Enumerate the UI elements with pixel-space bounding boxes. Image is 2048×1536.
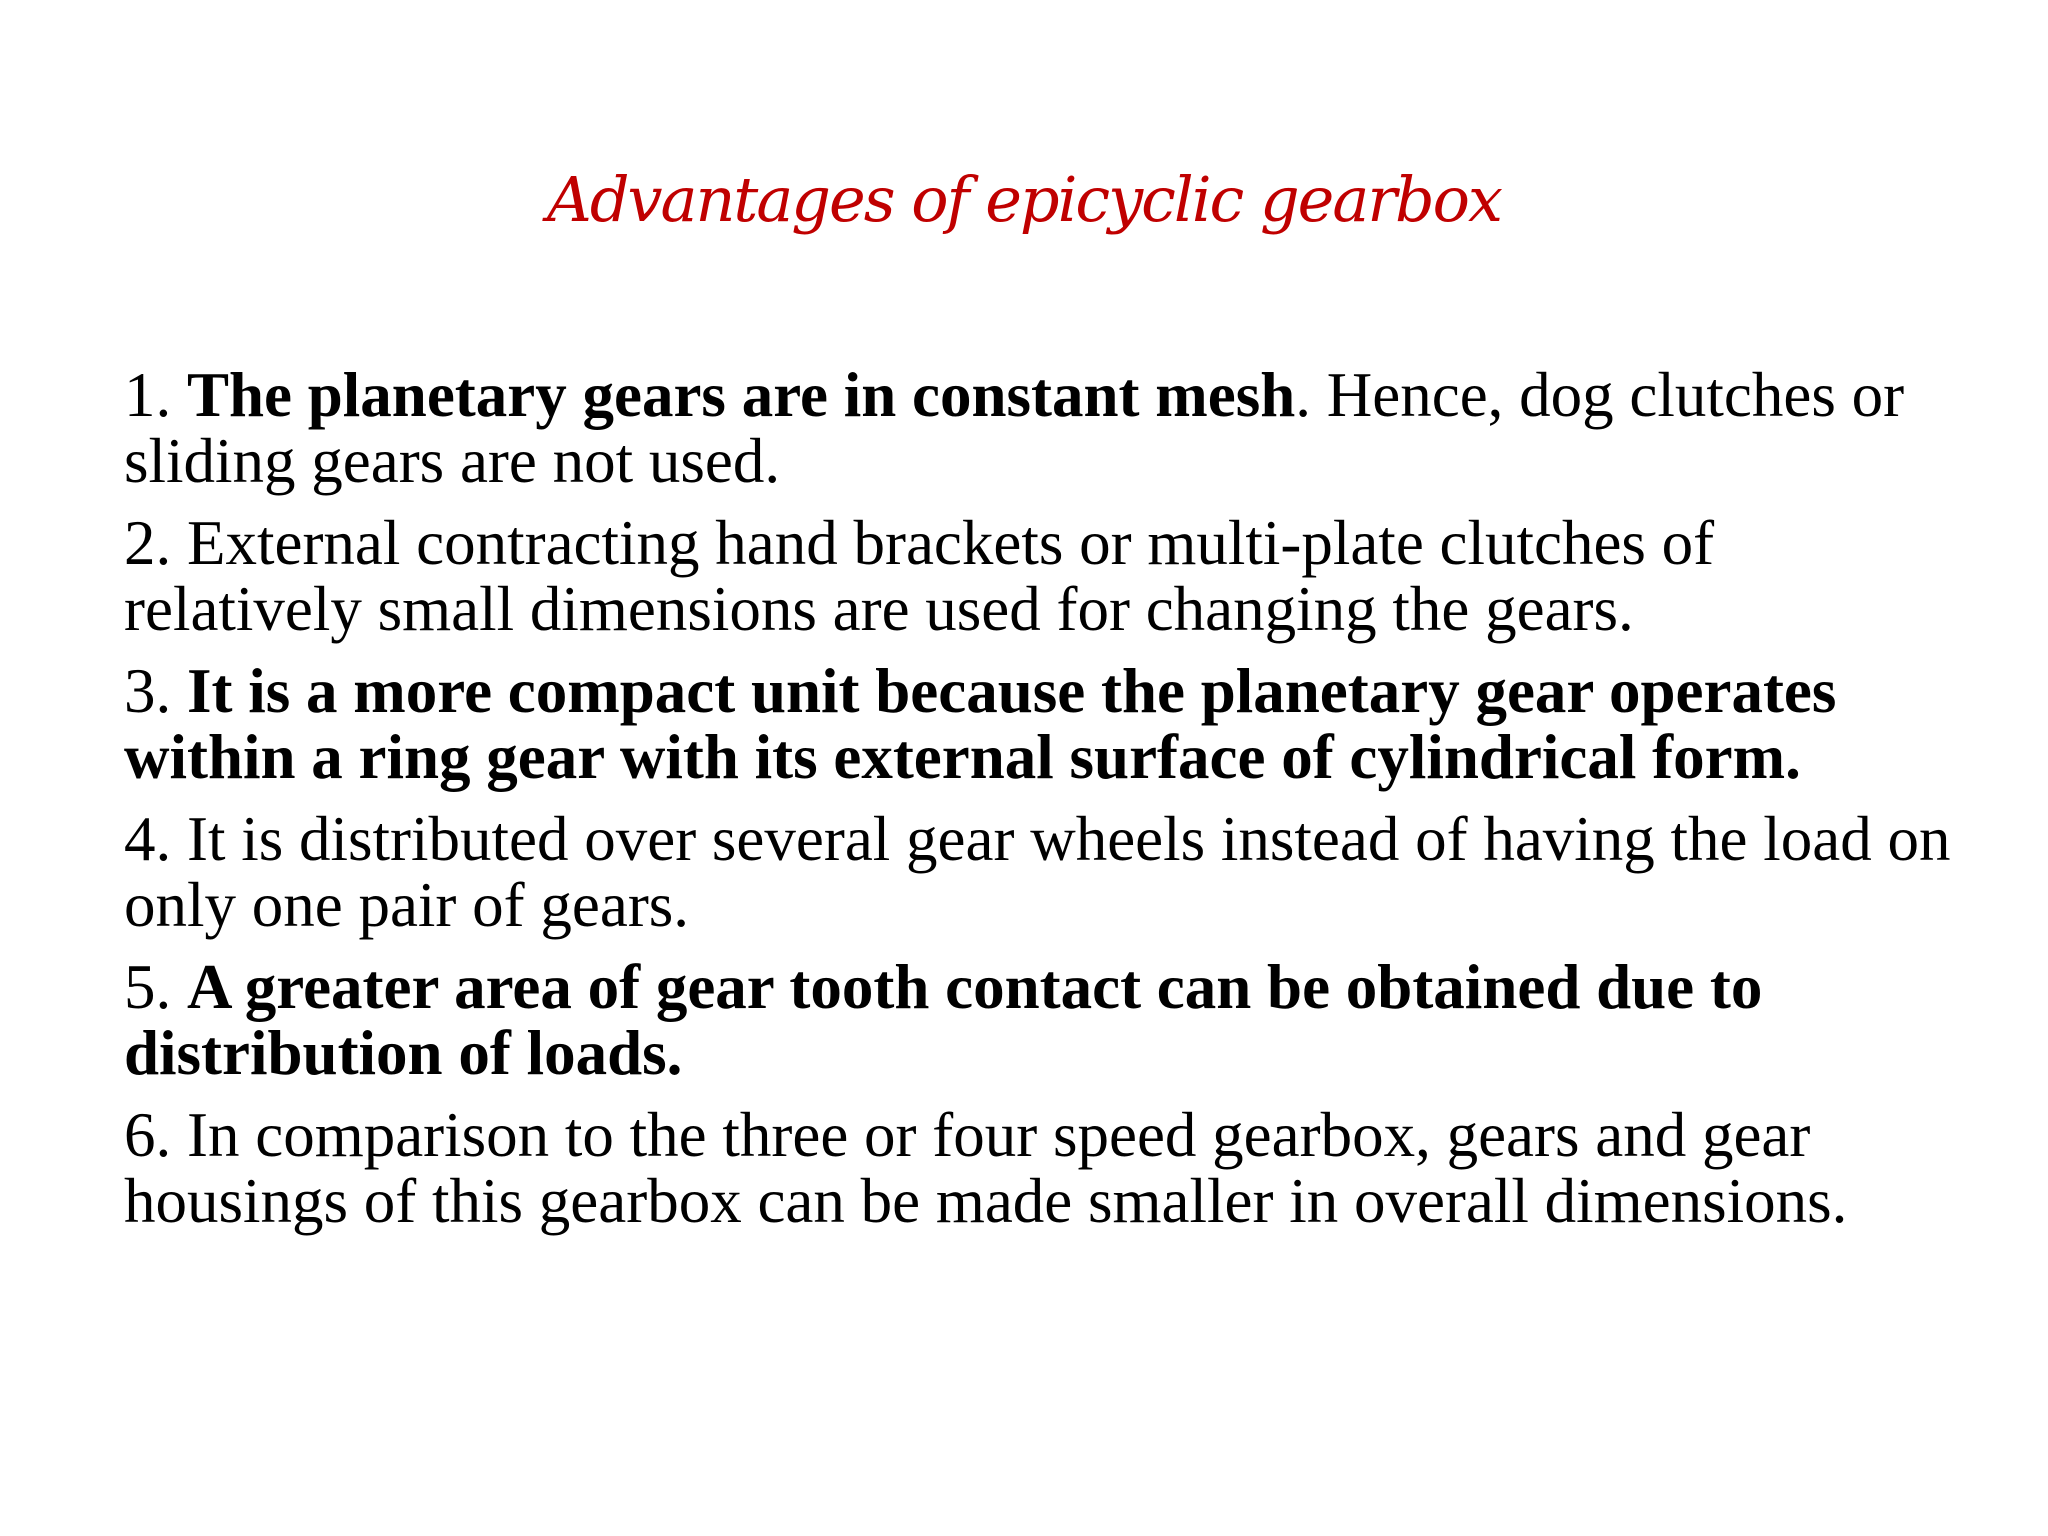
- list-item-1: [124, 362, 1954, 494]
- item-bold-text: A greater area of gear tooth contact can be obtained due to distribution of loads.: [124, 952, 1763, 1088]
- list-item-6: [124, 1102, 1954, 1234]
- item-text: External contracting hand brackets or multi-plate clutches of relatively small dimensions are used for changing the gears.: [124, 508, 1715, 644]
- item-number: 5.: [124, 952, 187, 1022]
- item-text: It is distributed over several gear wheels instead of having the load on only one pair of gears.: [124, 804, 1951, 940]
- item-number: 4.: [124, 804, 187, 874]
- item-text: . Hence, dog clutches or sliding gears are not used.: [124, 360, 1905, 496]
- item-number: 3.: [124, 656, 187, 726]
- list-item-3: [124, 658, 1954, 790]
- item-number: 1.: [124, 360, 187, 430]
- list-item-2: [124, 510, 1954, 642]
- item-number: 2.: [124, 508, 187, 578]
- item-number: 6.: [124, 1100, 187, 1170]
- item-text: In comparison to the three or four speed gearbox, gears and gear housings of this gearbox can be made smaller in overall dimensions.: [124, 1100, 1848, 1236]
- slide-title: Advantages of epicyclic gearbox: [547, 163, 1501, 236]
- item-bold-text: It is a more compact unit because the planetary gear operates within a ring gear with its external surface of cylindrical form.: [124, 656, 1837, 792]
- advantages-list: [124, 362, 1954, 1250]
- item-bold-text: The planetary gears are in constant mesh: [187, 360, 1296, 430]
- list-item-5: [124, 954, 1954, 1086]
- list-item-4: [124, 806, 1954, 938]
